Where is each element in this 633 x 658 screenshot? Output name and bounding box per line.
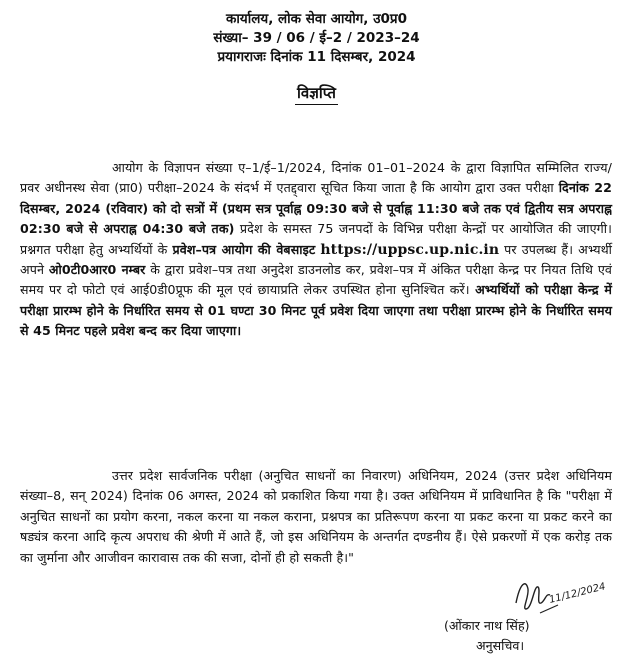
website-link[interactable]: https://uppsc.up.nic.in — [320, 241, 500, 258]
letter-number: संख्या– 39 / 06 / ई–2 / 2023–24 — [213, 30, 420, 46]
p1-text-2: प्रदेश के समस्त 75 जनपदों के विभिन्न परीक्षा केन्द्रों पर आयोजित की जाएगी। प्रश्नगत परीक्षा हेतु अभ्यर्थियों के — [20, 221, 612, 257]
signatory-designation: अनुसचिव। — [476, 638, 525, 653]
p2-text: उत्तर प्रदेश सार्वजनिक परीक्षा (अनुचित साधनों का निवारण) अधिनियम, 2024 (उत्तर प्रदेश अधिनियम संख्या–8, सन् 2024) दिनांक 06 अगस्त, 2024 को प्रकाशित किया गया है। उक्त अधिनियम में प्राविधानित है कि "परीक्षा में अनुचित साधनों का प्रयोग करना, नकल करना या नकल कराना, प्रश्नपत्र का प्रतिरूपण करना या प्रकट करना या प्रकट करने का षड्यंत्र करना आदि कृत्य अपराध की श्रेणी में आते हैं, जो इस अधिनियम के अन्तर्गत दण्डनीय हैं। ऐसे प्रकरणों में एक करोड़ तक का जुर्माना और आजीवन कारावास तक की सजा, दोनों ही हो सकती है।" — [20, 468, 612, 565]
p1-text-4: के द्वारा प्रवेश–पत्र तथा अनुदेश डाउनलोड कर, प्रवेश–पत्र में अंकित परीक्षा केन्द्र पर नियत तिथि एवं समय पर दो फोटो एवं आई0डी0प्रूफ की मूल एवं छायाप्रति लेकर उपस्थित होना सुनिश्चित करें। — [20, 262, 613, 298]
p1-text-1: आयोग के विज्ञापन संख्या ए–1/ई–1/2024, दिनांक 01–01–2024 के द्वारा विज्ञापित सम्मिलित राज्य/प्रवर अधीनस्थ सेवा (प्रा0) परीक्षा–2024 के संदर्भ में एतद्द्वारा सूचित किया जाता है कि आयोग द्वारा उक्त परीक्षा — [20, 160, 612, 196]
handwritten-signature — [510, 575, 607, 620]
p1-entry-rules: अभ्यर्थियों को परीक्षा केन्द्र में परीक्षा प्रारम्भ होने के निर्धारित समय से 01 घण्टा 30 मिनट पूर्व प्रवेश दिया जाएगा तथा परीक्षा प्रारम्भ होने के निर्धारित समय से 45 मिनट पहले प्रवेश बन्द कर दिया जाएगा। — [20, 282, 612, 339]
signatory-name: (ओंकार नाथ सिंह) — [444, 618, 530, 633]
paragraph-act — [20, 466, 612, 568]
p1-admit-card: प्रवेश–पत्र आयोग की वेबसाइट — [172, 241, 316, 257]
p1-text-3: पर उपलब्ध हैं। अभ्यर्थी अपने — [20, 241, 613, 278]
office-name: कार्यालय, लोक सेवा आयोग, उ0प्र0 — [226, 11, 407, 27]
notice-title: विज्ञप्ति — [295, 83, 338, 105]
document-header — [0, 10, 633, 67]
p1-exam-date: दिनांक 22 दिसम्बर, 2024 (रविवार) को दो सत्रों में (प्रथम सत्र पूर्वाह्न 09:30 बजे से पूर्वाह्न 11:30 बजे तक एवं द्वितीय सत्र अपराह्न 02:30 बजे से अपराह्न 04:30 बजे तक) — [20, 180, 613, 237]
title-wrap — [0, 83, 633, 105]
p1-otr-number: ओ0टी0आर0 नम्बर — [48, 262, 146, 278]
signature-date: 11/12/2024 — [548, 581, 607, 606]
place-date: प्रयागराजः दिनांक 11 दिसम्बर, 2024 — [217, 49, 416, 65]
paragraph-exam-schedule — [20, 158, 612, 342]
